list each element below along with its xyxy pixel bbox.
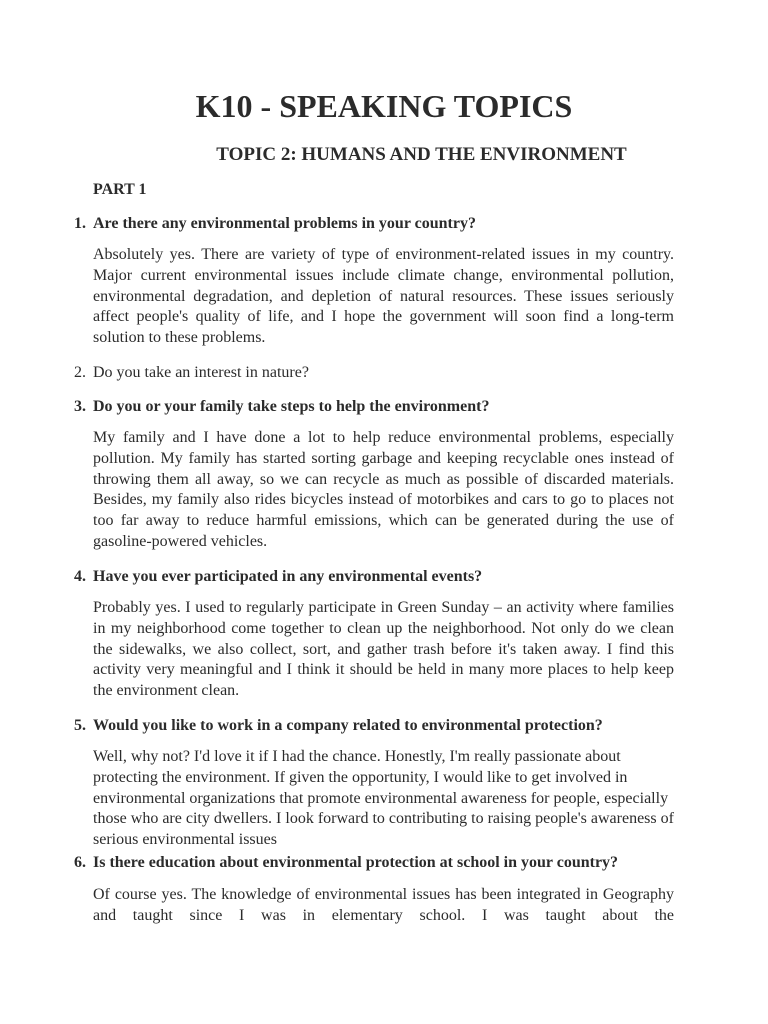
question-text: Do you or your family take steps to help the environment?	[93, 398, 490, 415]
question-text: Do you take an interest in nature?	[93, 364, 309, 381]
question-item-4	[0, 566, 768, 587]
question-line	[0, 362, 768, 383]
page-title: K10 - SPEAKING TOPICS	[195, 88, 573, 124]
question-text: Are there any environmental problems in your country?	[93, 215, 476, 232]
question-text: Is there education about environmental protection at school in your country?	[93, 854, 619, 871]
answer-paragraph-6: Of course yes. The knowledge of environmental issues has been integrated in Geography and taught since I was in elementary school. I was taught about the	[93, 886, 674, 924]
question-text: Have you ever participated in any environmental events?	[93, 568, 483, 585]
question-item-2	[0, 362, 768, 383]
question-number: 1.	[74, 215, 86, 232]
question-item-3	[0, 396, 768, 417]
question-line	[0, 566, 768, 587]
question-line	[0, 715, 768, 736]
question-line	[0, 396, 768, 417]
answer-paragraph-4: Probably yes. I used to regularly participate in Green Sunday – an activity where families in my neighborhood come together to clean up the neighborhood. Not only do we clean the sidewalks, we also collect, sort, and gather trash before it's taken away. I find this activity very meaningful and I think it should be held in many more places to help keep the environment clean.	[93, 599, 674, 700]
question-number: 2.	[74, 364, 86, 381]
topic-subtitle: TOPIC 2: HUMANS AND THE ENVIRONMENT	[216, 144, 627, 165]
part-heading: PART 1	[93, 181, 147, 198]
question-item-6	[0, 852, 768, 873]
question-item-1	[0, 213, 768, 234]
answer-paragraph-3: My family and I have done a lot to help reduce environmental problems, especially pollution. My family has started sorting garbage and keeping recyclable ones instead of throwing them all away, so we can recycle as much as possible of discarded materials. Besides, my family also rides bicycles instead of motorbikes and cars to go to places not too far away to reduce harmful emissions, which can be generated during the use of gasoline-powered vehicles.	[93, 429, 674, 550]
question-number: 4.	[74, 568, 86, 585]
question-text: Would you like to work in a company related to environmental protection?	[93, 717, 603, 734]
question-number: 6.	[74, 854, 86, 871]
question-line	[0, 213, 768, 234]
question-number: 5.	[74, 717, 86, 734]
question-line	[0, 852, 768, 873]
question-item-5	[0, 715, 768, 736]
answer-paragraph-1: Absolutely yes. There are variety of type of environment-related issues in my country. Major current environmental issues include climate change, environmental pollution, environmental degradation, and depletion of natural resources. These issues seriously affect people's quality of life, and I hope the government will soon find a long-term solution to these problems.	[93, 246, 674, 347]
question-number: 3.	[74, 398, 86, 415]
answer-paragraph-5: Well, why not? I'd love it if I had the chance. Honestly, I'm really passionate about protecting the environment. If given the opportunity, I would like to get involved in environmental organizations that promote environmental awareness for people, especially those who are city dwellers. I look forward to contributing to raising people's awareness of serious environmental issues	[93, 748, 674, 849]
